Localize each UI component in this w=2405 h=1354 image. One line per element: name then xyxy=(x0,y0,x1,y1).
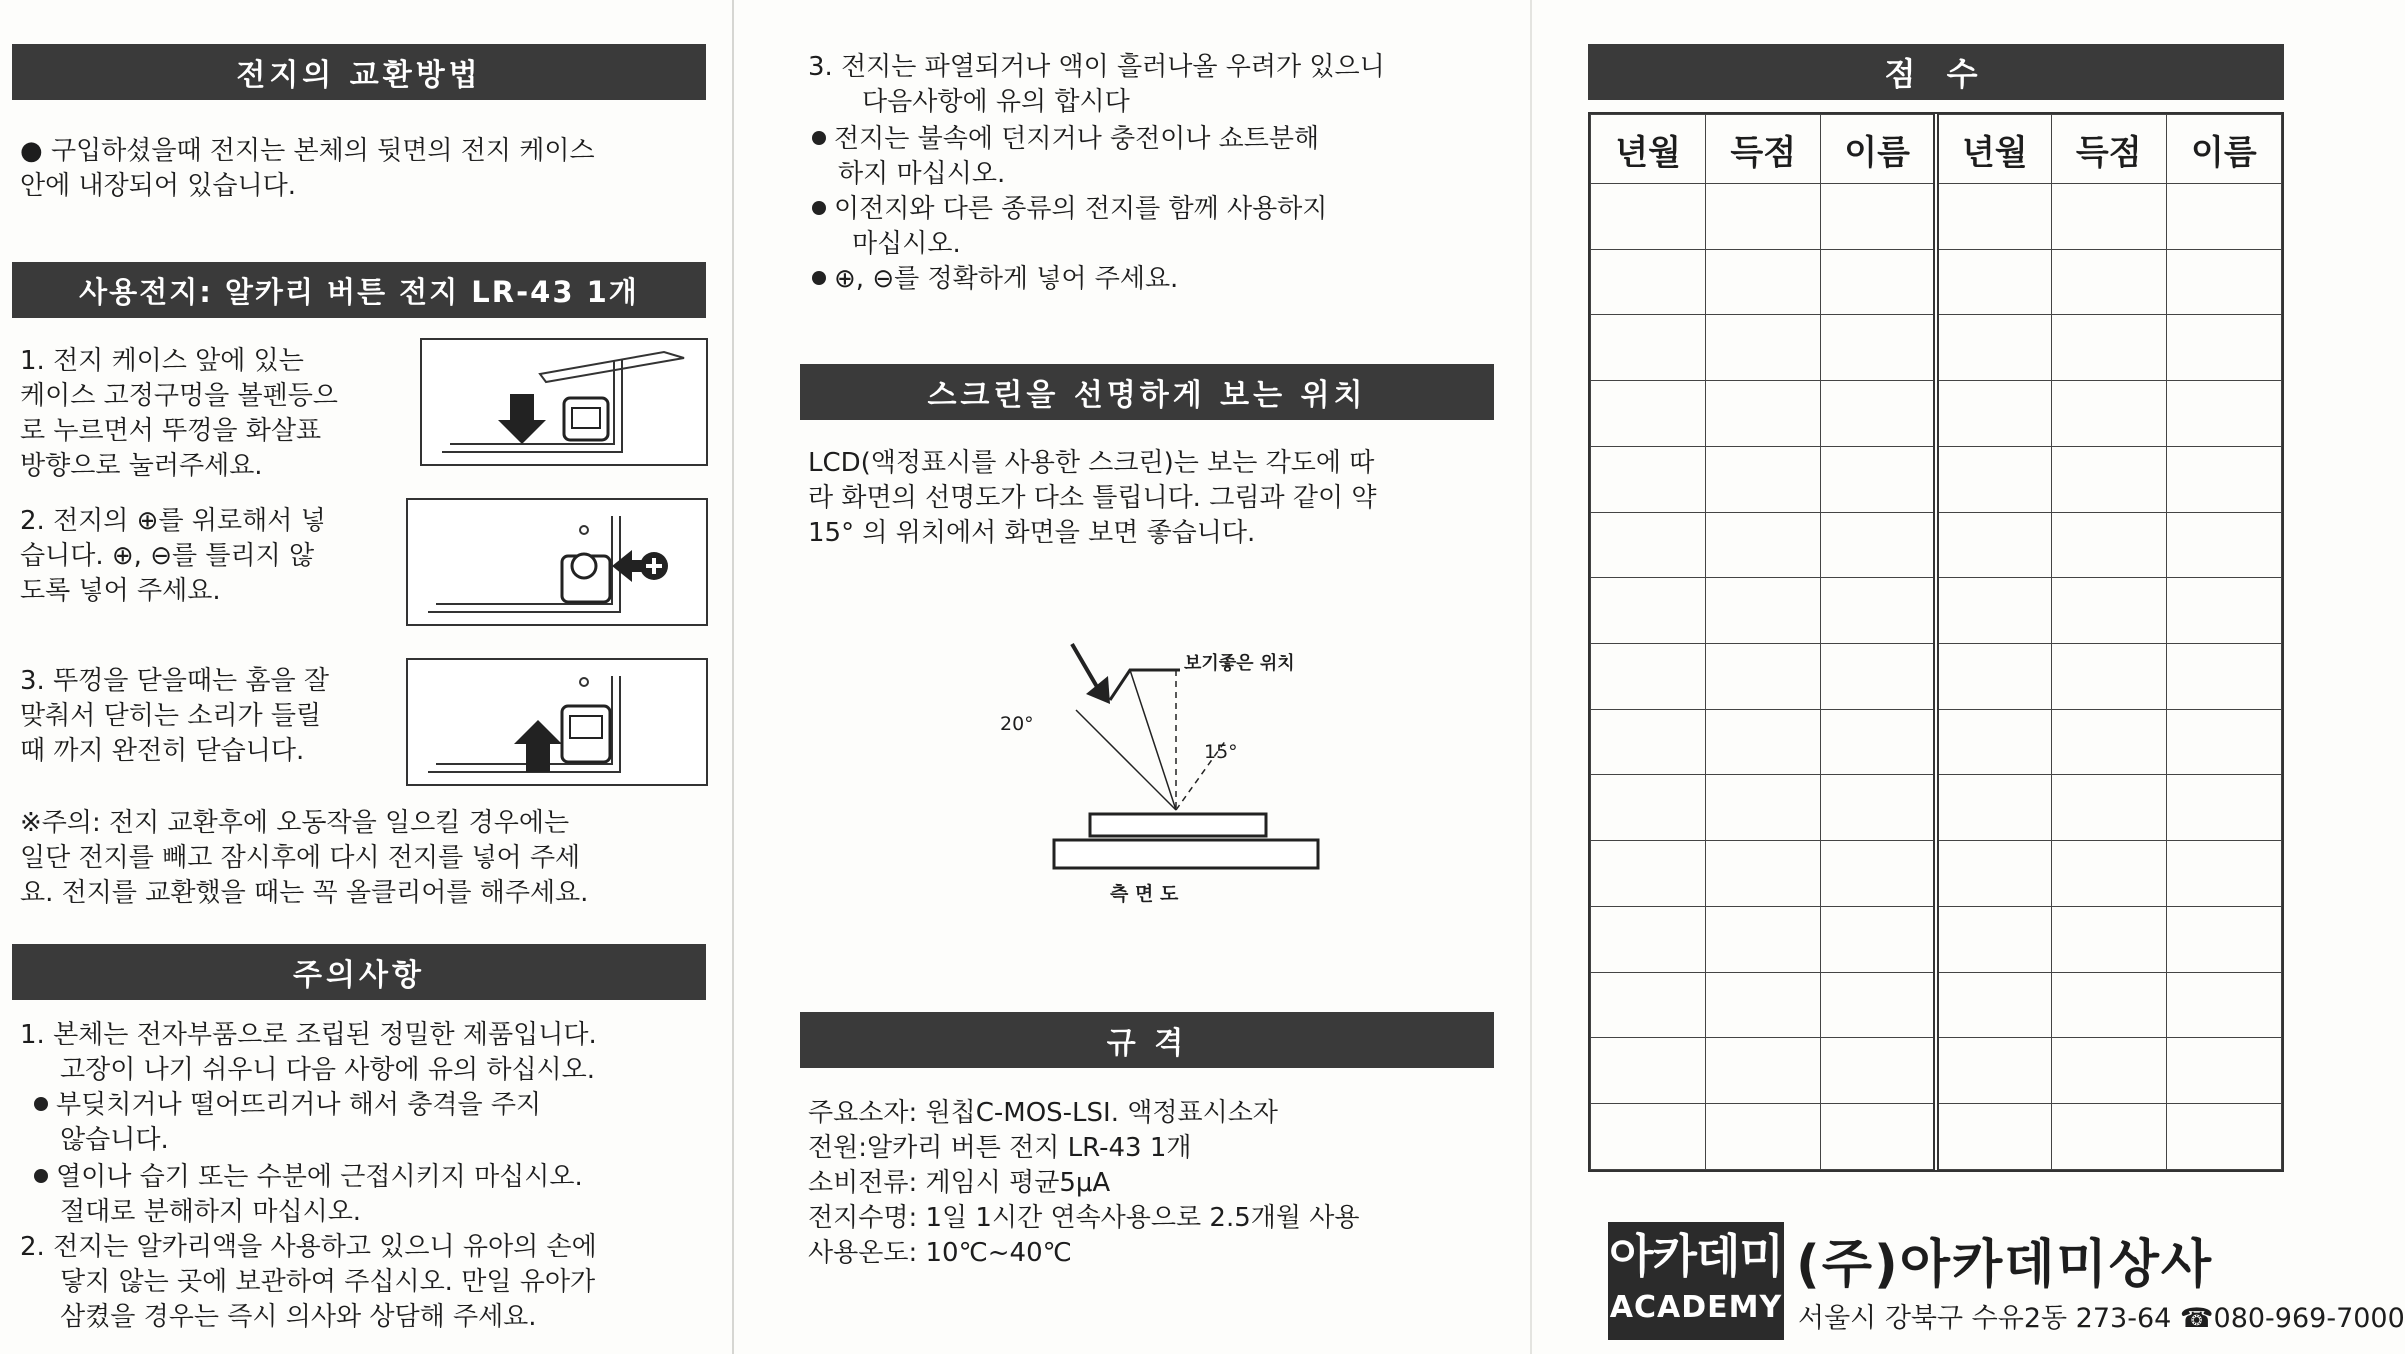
score-cell xyxy=(1591,249,1706,315)
score-cell xyxy=(1706,775,1821,841)
score-cell xyxy=(2166,578,2281,644)
score-cell xyxy=(1821,512,1936,578)
step1-line-4: 방향으로 눌러주세요. xyxy=(20,451,263,481)
score-cell xyxy=(1591,184,1706,250)
score-cell xyxy=(1821,644,1936,710)
precaution1-line-2: 고장이 나기 쉬우니 다음 사항에 유의 하십시오. xyxy=(60,1055,596,1085)
battery-bullet-2-cont: 마십시오. xyxy=(852,229,961,259)
spec-line-4: 전지수명: 1일 1시간 연속사용으로 2.5개월 사용 xyxy=(808,1203,1360,1233)
score-cell xyxy=(1591,841,1706,907)
spec-line-2: 전원:알카리 버튼 전지 LR-43 1개 xyxy=(808,1133,1192,1163)
score-cell xyxy=(2051,578,2166,644)
score-cell xyxy=(1706,315,1821,381)
score-cell xyxy=(1821,1104,1936,1170)
specs-title: 규 격 xyxy=(800,1012,1494,1068)
score-cell xyxy=(1821,972,1936,1038)
col-score-1: 득점 xyxy=(1706,115,1821,184)
academy-logo xyxy=(1608,1222,1784,1340)
score-cell xyxy=(2166,184,2281,250)
score-cell xyxy=(1821,315,1936,381)
score-cell xyxy=(1591,644,1706,710)
score-row xyxy=(1591,841,2282,907)
score-cell xyxy=(2166,381,2281,447)
score-cell xyxy=(1936,644,2051,710)
score-cell xyxy=(2051,446,2166,512)
precaution-bullet-2-cont: 절대로 분해하지 마십시오. xyxy=(60,1197,362,1227)
battery-change-title: 전지의 교환방법 xyxy=(12,44,706,100)
col-name-2: 이름 xyxy=(2166,115,2281,184)
score-cell xyxy=(1821,381,1936,447)
step2-line-2: 습니다. ⊕, ⊖를 틀리지 않 xyxy=(20,541,315,571)
score-cell xyxy=(1706,841,1821,907)
screen-view-line-1: LCD(액정표시를 사용한 스크린)는 보는 각도에 따 xyxy=(808,448,1375,478)
score-cell xyxy=(1591,512,1706,578)
caution-line-3: 요. 전지를 교환했을 때는 꼭 올클리어를 해주세요. xyxy=(20,878,589,908)
score-cell xyxy=(1591,972,1706,1038)
precaution-bullet-1: 부딪치거나 떨어뜨리거나 해서 충격을 주지 xyxy=(34,1088,541,1123)
company-address: 서울시 강북구 수유2동 273-64 ☎080-969-7000 xyxy=(1798,1303,2405,1334)
score-cell xyxy=(1821,709,1936,775)
score-cell xyxy=(1591,578,1706,644)
score-cell xyxy=(1936,249,2051,315)
score-cell xyxy=(2166,906,2281,972)
screen-view-line-2: 라 화면의 선명도가 다소 틀립니다. 그림과 같이 약 xyxy=(808,483,1377,513)
score-cell xyxy=(1706,446,1821,512)
good-position-label: 보기좋은 위치 xyxy=(1184,653,1295,674)
score-cell xyxy=(1591,1104,1706,1170)
score-cell xyxy=(2166,644,2281,710)
score-row xyxy=(1591,249,2282,315)
step3-line-1: 3. 뚜껑을 닫을때는 홈을 잘 xyxy=(20,666,330,696)
step1-illustration xyxy=(420,338,708,466)
score-cell xyxy=(1591,315,1706,381)
score-cell xyxy=(2166,1104,2281,1170)
angle-20-label: 20° xyxy=(1000,713,1034,735)
fold-line-1 xyxy=(732,0,734,1354)
precaution-bullet-1-cont: 않습니다. xyxy=(60,1125,169,1155)
col-score-2: 득점 xyxy=(2051,115,2166,184)
score-cell xyxy=(2051,184,2166,250)
battery-bullet-1: 전지는 불속에 던지거나 충전이나 쇼트분해 xyxy=(812,122,1319,157)
score-cell xyxy=(1936,1104,2051,1170)
score-cell xyxy=(1591,775,1706,841)
score-cell xyxy=(1706,578,1821,644)
score-cell xyxy=(1821,249,1936,315)
score-cell xyxy=(2166,512,2281,578)
battery-type-title: 사용전지: 알카리 버튼 전지 LR-43 1개 xyxy=(12,262,706,318)
score-cell xyxy=(1821,906,1936,972)
score-cell xyxy=(1706,906,1821,972)
score-cell xyxy=(2166,775,2281,841)
company-name: (주)아카데미상사 xyxy=(1796,1235,2214,1295)
score-row xyxy=(1591,578,2282,644)
col-date-2: 년월 xyxy=(1936,115,2051,184)
score-cell xyxy=(1706,1038,1821,1104)
score-cell xyxy=(1591,906,1706,972)
score-cell xyxy=(2051,775,2166,841)
score-cell xyxy=(1936,578,2051,644)
score-row xyxy=(1591,512,2282,578)
score-cell xyxy=(2166,249,2281,315)
score-cell xyxy=(2166,1038,2281,1104)
score-cell xyxy=(1936,775,2051,841)
score-cell xyxy=(1706,512,1821,578)
arrow-down-icon xyxy=(498,394,546,444)
screen-view-line-3: 15° 의 위치에서 화면을 보면 좋습니다. xyxy=(808,518,1256,548)
score-table-body xyxy=(1591,184,2282,1170)
score-cell xyxy=(1936,315,2051,381)
precaution2-line-3: 삼켰을 경우는 즉시 의사와 상담해 주세요. xyxy=(60,1302,537,1332)
score-cell xyxy=(1821,446,1936,512)
left-panel xyxy=(0,0,730,1354)
score-cell xyxy=(1821,578,1936,644)
score-cell xyxy=(2051,709,2166,775)
score-cell xyxy=(1591,381,1706,447)
viewer-arrow-icon xyxy=(1072,644,1100,692)
score-title: 점 수 xyxy=(1588,44,2284,100)
score-cell xyxy=(1706,381,1821,447)
intro-line-1: ● 구입하셨을때 전지는 본체의 뒷면의 전지 케이스 xyxy=(20,136,595,166)
score-cell xyxy=(1706,644,1821,710)
precaution2-line-1: 2. 전지는 알카리액을 사용하고 있으니 유아의 손에 xyxy=(20,1232,597,1262)
score-cell xyxy=(1821,775,1936,841)
score-cell xyxy=(1936,1038,2051,1104)
score-cell xyxy=(2166,972,2281,1038)
score-cell xyxy=(2051,512,2166,578)
score-cell xyxy=(2166,315,2281,381)
precautions-title: 주의사항 xyxy=(12,944,706,1000)
score-cell xyxy=(1821,1038,1936,1104)
logo-english: ACADEMY xyxy=(1609,1290,1783,1325)
caution-line-1: ※주의: 전지 교환후에 오동작을 일으킬 경우에는 xyxy=(20,808,570,838)
spec-line-5: 사용온도: 10℃~40℃ xyxy=(808,1238,1072,1268)
score-cell xyxy=(1936,972,2051,1038)
score-cell xyxy=(2051,1038,2166,1104)
score-cell xyxy=(2051,906,2166,972)
score-cell xyxy=(2051,644,2166,710)
precaution1-line-1: 1. 본체는 전자부품으로 조립된 정밀한 제품입니다. xyxy=(20,1020,597,1050)
score-row xyxy=(1591,184,2282,250)
step1-line-1: 1. 전지 케이스 앞에 있는 xyxy=(20,346,304,376)
step3-illustration xyxy=(406,658,708,786)
score-cell xyxy=(1591,1038,1706,1104)
middle-panel xyxy=(760,0,1520,1354)
item3-line-1: 3. 전지는 파열되거나 액이 흘러나올 우려가 있으니 xyxy=(808,52,1385,82)
score-row xyxy=(1591,381,2282,447)
spec-line-3: 소비전류: 게임시 평균5μA xyxy=(808,1168,1111,1198)
angle-15-label: 15° xyxy=(1204,741,1238,763)
score-row xyxy=(1591,446,2282,512)
score-row xyxy=(1591,1038,2282,1104)
score-cell xyxy=(2051,249,2166,315)
logo-korean: 아카데미 xyxy=(1609,1229,1783,1283)
score-cell xyxy=(1591,709,1706,775)
battery-bullet-2: 이전지와 다른 종류의 전지를 함께 사용하지 xyxy=(812,192,1327,227)
battery-bullet-3: ⊕, ⊖를 정확하게 넣어 주세요. xyxy=(812,262,1178,297)
precaution2-line-2: 닿지 않는 곳에 보관하여 주십시오. 만일 유아가 xyxy=(60,1267,596,1297)
score-cell xyxy=(1706,1104,1821,1170)
score-table xyxy=(1588,112,2284,1172)
score-cell xyxy=(1936,709,2051,775)
score-cell xyxy=(1706,249,1821,315)
step2-illustration xyxy=(406,498,708,626)
item3-line-2: 다음사항에 유의 합시다 xyxy=(862,87,1130,117)
score-cell xyxy=(2051,972,2166,1038)
score-row xyxy=(1591,1104,2282,1170)
screen-view-title: 스크린을 선명하게 보는 위치 xyxy=(800,364,1494,420)
score-row xyxy=(1591,775,2282,841)
score-cell xyxy=(1821,184,1936,250)
caution-line-2: 일단 전지를 빼고 잠시후에 다시 전지를 넣어 주세 xyxy=(20,843,581,873)
score-cell xyxy=(2166,709,2281,775)
step2-line-1: 2. 전지의 ⊕를 위로해서 넣 xyxy=(20,506,326,536)
score-row xyxy=(1591,644,2282,710)
battery-bullet-1-cont: 하지 마십시오. xyxy=(838,159,1006,189)
score-cell xyxy=(1706,184,1821,250)
score-cell xyxy=(2051,315,2166,381)
intro-line-2: 안에 내장되어 있습니다. xyxy=(20,171,296,201)
score-cell xyxy=(1936,512,2051,578)
score-cell xyxy=(1936,446,2051,512)
score-cell xyxy=(1591,446,1706,512)
score-cell xyxy=(1936,381,2051,447)
score-cell xyxy=(2051,1104,2166,1170)
step3-line-2: 맞춰서 닫히는 소리가 들릴 xyxy=(20,701,322,731)
side-view-caption: 측 면 도 xyxy=(1110,883,1179,905)
col-date-1: 년월 xyxy=(1591,115,1706,184)
score-cell xyxy=(1706,972,1821,1038)
step1-line-2: 케이스 고정구멍을 볼펜등으 xyxy=(20,381,338,411)
precaution-bullet-2: 열이나 습기 또는 수분에 근접시키지 마십시오. xyxy=(34,1160,583,1195)
spec-line-1: 주요소자: 원칩C-MOS-LSI. 액정표시소자 xyxy=(808,1098,1278,1128)
score-cell xyxy=(1821,841,1936,907)
score-cell xyxy=(2051,841,2166,907)
score-cell xyxy=(2051,381,2166,447)
score-row xyxy=(1591,972,2282,1038)
score-row xyxy=(1591,906,2282,972)
fold-line-2 xyxy=(1530,0,1532,1354)
step3-line-3: 때 까지 완전히 닫습니다. xyxy=(20,736,305,766)
score-cell xyxy=(1936,184,2051,250)
step1-line-3: 로 누르면서 뚜껑을 화살표 xyxy=(20,416,322,446)
score-cell xyxy=(1706,709,1821,775)
step2-line-3: 도록 넣어 주세요. xyxy=(20,576,221,606)
col-name-1: 이름 xyxy=(1821,115,1936,184)
score-cell xyxy=(1936,841,2051,907)
score-row xyxy=(1591,709,2282,775)
score-cell xyxy=(1936,906,2051,972)
score-cell xyxy=(2166,446,2281,512)
score-cell xyxy=(2166,841,2281,907)
score-row xyxy=(1591,315,2282,381)
